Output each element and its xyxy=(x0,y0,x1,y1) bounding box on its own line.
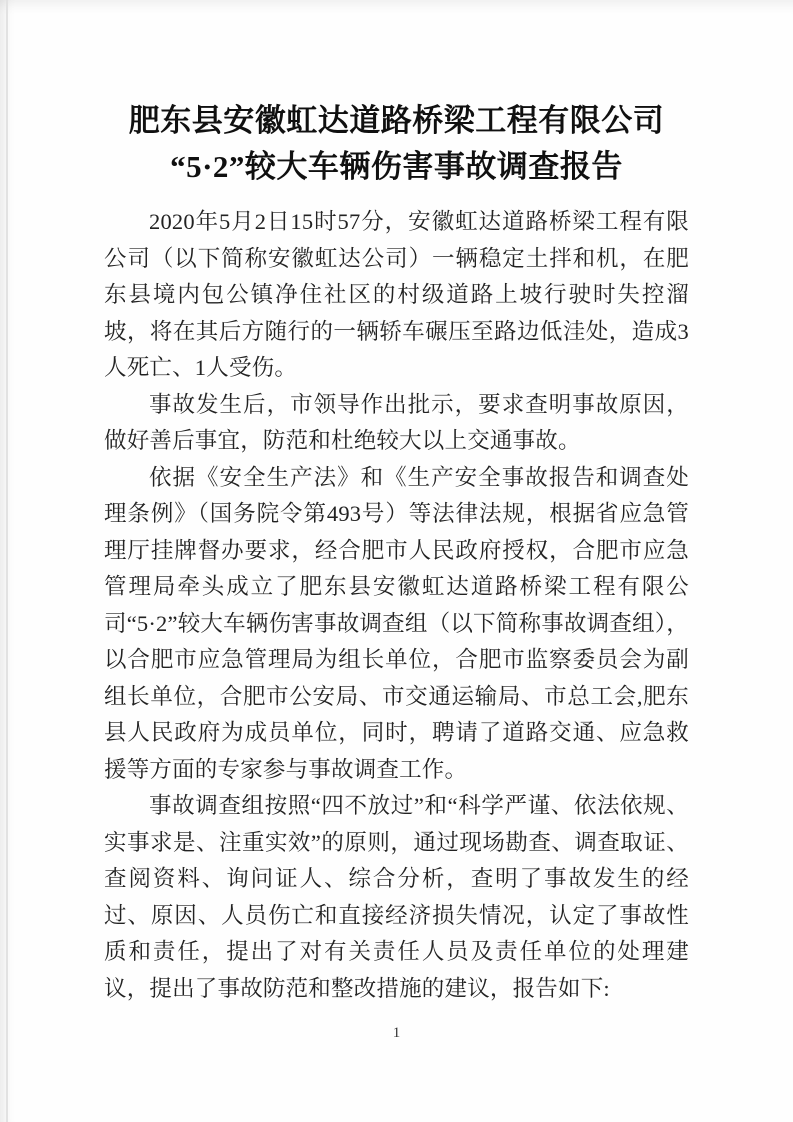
paragraph-intro-accident: 2020年5月2日15时57分，安徽虹达道路桥梁工程有限公司（以下简称安徽虹达公司）一辆稳定土拌和机，在肥东县境内包公镇净住社区的村级道路上坡行驶时失控溜坡，将在其后方随行的一辆轿车碾压至路边低洼处，造成3人死亡、1人受伤。 xyxy=(104,209,689,380)
title-line-2: “5·2”较大车辆伤害事故调查报告 xyxy=(170,149,623,184)
document-body xyxy=(104,98,689,1007)
title-line-1: 肥东县安徽虹达道路桥梁工程有限公司 xyxy=(128,103,665,138)
page-number: 1 xyxy=(392,1025,401,1041)
paragraph-investigation-principles: 事故调查组按照“四不放过”和“科学严谨、依法依规、实事求是、注重实效”的原则，通过现场勘查、调查取证、查阅资料、询问证人、综合分析，查明了事故发生的经过、原因、人员伤亡和直接经济损失情况，认定了事故性质和责任，提出了对有关责任人员及责任单位的处理建议，提出了事故防范和整改措施的建议，报告如下: xyxy=(104,793,689,1001)
paragraph-leader-instructions: 事故发生后，市领导作出批示，要求查明事故原因，做好善后事宜，防范和杜绝较大以上交通事故。 xyxy=(104,391,689,453)
document-title xyxy=(104,98,689,190)
paragraph-investigation-team: 依据《安全生产法》和《生产安全事故报告和调查处理条例》（国务院令第493号）等法律法规，根据省应急管理厅挂牌督办要求，经合肥市人民政府授权，合肥市应急管理局牵头成立了肥东县安徽虹达道路桥梁工程有限公司“5·2”较大车辆伤害事故调查组（以下简称事故调查组），以合肥市应急管理局为组长单位，合肥市监察委员会为副组长单位，合肥市公安局、市交通运输局、市总工会,肥东县人民政府为成员单位，同时，聘请了道路交通、应急救援等方面的专家参与事故调查工作。 xyxy=(104,464,689,782)
